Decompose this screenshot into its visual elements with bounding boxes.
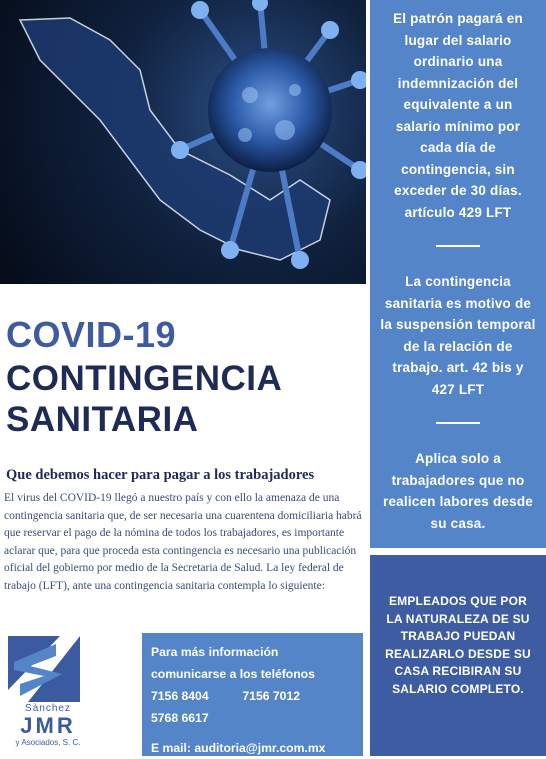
sidebar-info-panel [370, 0, 546, 548]
title-line-covid: COVID-19 [6, 314, 177, 355]
title-line-sanitaria: SANITARIA [6, 400, 199, 439]
page-title [6, 314, 366, 439]
contact-phone-2[interactable]: 7156 7012 [242, 689, 301, 703]
sidebar-divider [436, 245, 480, 247]
body-paragraph: El virus del COVID-19 llegó a nuestro país y con ello la amenaza de una contingencia sanitaria que, de ser necesaria una cuarentena domiciliaria habrá que reservar el pago de la nómina de todos los trabajadores, es importante aclarar que, para que proceda esta contingencia es necesario una publicación oficial del gobierno por medio de la Secretaria de Salud. La ley federal de trabajo (LFT), ante una contingencia sanitaria contempla lo siguiente: [4, 492, 362, 592]
logo-initials: JMR [20, 713, 76, 738]
contact-phone-1[interactable]: 7156 8404 [151, 689, 209, 703]
title-line-contingencia: CONTINGENCIA [6, 359, 283, 398]
contact-line-2: comunicarse a los teléfonos [151, 667, 315, 681]
contact-line-1: Para más información [151, 645, 279, 659]
sidebar-block-suspension: La contingencia sanitaria es motivo de la suspensión temporal de la relación de trabajo. art. 42 bis y 427 LFT [380, 274, 536, 397]
contact-box [142, 633, 363, 756]
virus-map-illustration [0, 0, 366, 284]
sidebar-block-applies: Aplica solo a trabajadores que no realicen labores desde su casa. [383, 451, 533, 531]
subheading: Que debemos hacer para pagar a los trabajadores [6, 467, 315, 483]
logo-name: Sànchez [25, 703, 71, 714]
sidebar-block-indemnization: El patrón pagará en lugar del salario ordinario una indemnización del equivalente a un salario mínimo por cada día de contingencia, sin exceder de 30 días. artículo 429 LFT [393, 11, 523, 220]
logo-subtitle: y Asociados, S. C. [15, 738, 81, 747]
sidebar-full-salary-text: EMPLEADOS QUE POR LA NATURALEZA DE SU TRABAJO PUEDAN REALIZARLO DESDE SU CASA RECIBIRAN SU SALARIO COMPLETO. [385, 594, 531, 696]
sidebar-full-salary-panel [370, 555, 546, 756]
contact-phone-3[interactable]: 5768 6617 [151, 711, 209, 725]
sidebar-divider [436, 422, 480, 424]
contact-email[interactable]: E mail: auditoria@jmr.com.mx [151, 741, 326, 755]
contact-phones-row [151, 685, 355, 707]
hero-image [0, 0, 366, 284]
